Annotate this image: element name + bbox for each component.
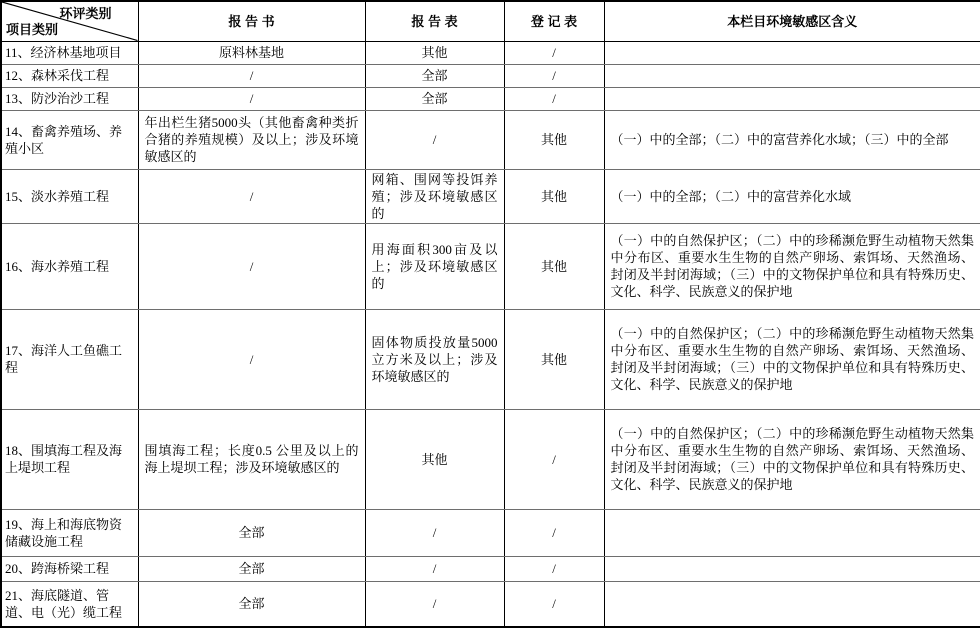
header-report-book: 报 告 书 [138, 1, 365, 41]
cell-sensitive-meaning [604, 556, 980, 581]
cell-report-book: / [138, 64, 365, 87]
cell-category: 15、淡水养殖工程 [1, 169, 138, 223]
cell-sensitive-meaning [604, 87, 980, 110]
cell-report-book: / [138, 223, 365, 309]
table-row [1, 41, 980, 64]
cell-registration-form: / [504, 581, 604, 627]
cell-registration-form: 其他 [504, 110, 604, 169]
header-report-form: 报 告 表 [365, 1, 504, 41]
cell-sensitive-meaning: （一）中的自然保护区；（二）中的珍稀濒危野生动植物天然集中分布区、重要水生生物的自然产卵场、索饵场、天然渔场、封闭及半封闭海域；（三）中的文物保护单位和具有特殊历史、文化、科学、民族意义的保护地 [604, 309, 980, 409]
diagonal-header-cell [1, 1, 138, 41]
cell-category: 14、畜禽养殖场、养殖小区 [1, 110, 138, 169]
cell-category: 21、海底隧道、管道、电（光）缆工程 [1, 581, 138, 627]
table-row [1, 581, 980, 627]
cell-report-book: 全部 [138, 556, 365, 581]
cell-report-form: 固体物质投放量5000立方米及以上；涉及环境敏感区的 [365, 309, 504, 409]
cell-category: 19、海上和海底物资储藏设施工程 [1, 509, 138, 556]
cell-category: 13、防沙治沙工程 [1, 87, 138, 110]
cell-report-book: 全部 [138, 581, 365, 627]
table-row [1, 556, 980, 581]
cell-report-form: 全部 [365, 64, 504, 87]
header-row [1, 1, 980, 41]
table-row [1, 64, 980, 87]
cell-sensitive-meaning: （一）中的自然保护区；（二）中的珍稀濒危野生动植物天然集中分布区、重要水生生物的自然产卵场、索饵场、天然渔场、封闭及半封闭海域；（三）中的文物保护单位和具有特殊历史、文化、科学、民族意义的保护地 [604, 223, 980, 309]
cell-category: 17、海洋人工鱼礁工程 [1, 309, 138, 409]
cell-category: 20、跨海桥梁工程 [1, 556, 138, 581]
header-eia-category: 环评类别 [59, 6, 112, 21]
cell-sensitive-meaning: （一）中的全部；（二）中的富营养化水域 [604, 169, 980, 223]
table-row [1, 87, 980, 110]
cell-report-form: / [365, 509, 504, 556]
cell-report-book: / [138, 87, 365, 110]
cell-registration-form: / [504, 509, 604, 556]
cell-report-form: 全部 [365, 87, 504, 110]
cell-registration-form: / [504, 64, 604, 87]
cell-report-book: 年出栏生猪5000头（其他畜禽种类折合猪的养殖规模）及以上；涉及环境敏感区的 [138, 110, 365, 169]
cell-report-book: / [138, 309, 365, 409]
cell-registration-form: / [504, 409, 604, 509]
table-row [1, 110, 980, 169]
cell-category: 11、经济林基地项目 [1, 41, 138, 64]
table-row [1, 169, 980, 223]
cell-report-form: / [365, 110, 504, 169]
cell-report-book: 原料林基地 [138, 41, 365, 64]
cell-registration-form: / [504, 556, 604, 581]
cell-category: 16、海水养殖工程 [1, 223, 138, 309]
cell-report-form: 其他 [365, 409, 504, 509]
cell-sensitive-meaning [604, 509, 980, 556]
cell-sensitive-meaning: （一）中的全部；（二）中的富营养化水域；（三）中的全部 [604, 110, 980, 169]
cell-category: 12、森林采伐工程 [1, 64, 138, 87]
cell-report-book: 围填海工程；长度0.5 公里及以上的海上堤坝工程；涉及环境敏感区的 [138, 409, 365, 509]
cell-report-form: 用海面积300亩及以上；涉及环境敏感区的 [365, 223, 504, 309]
header-project-category: 项目类别 [6, 21, 59, 37]
cell-report-form: 其他 [365, 41, 504, 64]
header-registration-form: 登 记 表 [504, 1, 604, 41]
table-row [1, 309, 980, 409]
cell-report-book: / [138, 169, 365, 223]
table-row [1, 409, 980, 509]
cell-category: 18、围填海工程及海上堤坝工程 [1, 409, 138, 509]
cell-sensitive-meaning [604, 41, 980, 64]
cell-registration-form: 其他 [504, 169, 604, 223]
cell-sensitive-meaning [604, 64, 980, 87]
cell-registration-form: 其他 [504, 223, 604, 309]
cell-sensitive-meaning [604, 581, 980, 627]
cell-sensitive-meaning: （一）中的自然保护区；（二）中的珍稀濒危野生动植物天然集中分布区、重要水生生物的自然产卵场、索饵场、天然渔场、封闭及半封闭海域；（三）中的文物保护单位和具有特殊历史、文化、科学、民族意义的保护地 [604, 409, 980, 509]
cell-report-form: 网箱、围网等投饵养殖；涉及环境敏感区的 [365, 169, 504, 223]
cell-report-form: / [365, 556, 504, 581]
cell-registration-form: / [504, 87, 604, 110]
table-row [1, 509, 980, 556]
cell-report-form: / [365, 581, 504, 627]
cell-registration-form: / [504, 41, 604, 64]
table-row [1, 223, 980, 309]
cell-report-book: 全部 [138, 509, 365, 556]
header-sensitive-meaning: 本栏目环境敏感区含义 [604, 1, 980, 41]
cell-registration-form: 其他 [504, 309, 604, 409]
